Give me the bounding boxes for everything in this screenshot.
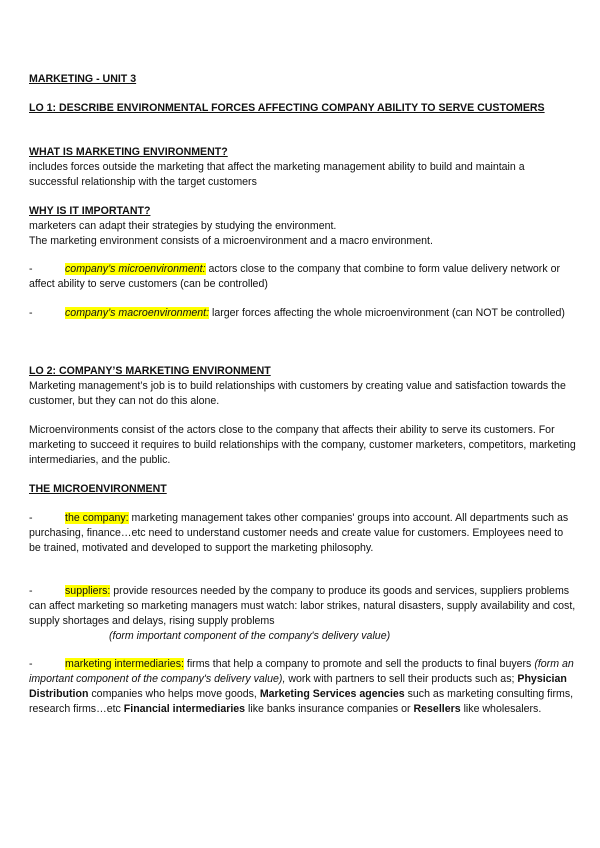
why-line-1: marketers can adapt their strategies by studying the environment. (29, 220, 337, 232)
financial-intermediaries: Financial intermediaries (123, 703, 246, 715)
why-heading: WHY IS IT IMPORTANT? (29, 205, 151, 217)
lo2-heading: LO 2: COMPANY’S MARKETING ENVIRONMENT (29, 365, 271, 377)
what-text: includes forces outside the marketing that affect the marketing management ability to build and maintain a successful relationship with the target customers (29, 161, 525, 188)
intermediaries-text-1: firms that help a company to promote and sell the products to final buyers (183, 658, 535, 670)
document-title: MARKETING - UNIT 3 (29, 73, 137, 85)
bullet-macroenvironment (29, 306, 577, 321)
why-line-2: The marketing environment consists of a microenvironment and a macro environment. (29, 235, 433, 247)
physician-distribution: Physician Distribution (29, 673, 567, 700)
intermediaries-text-4: such as marketing consulting firms, research firms…etc (29, 688, 574, 715)
bullet-dash: - (29, 263, 33, 275)
microenvironment-heading: THE MICROENVIRONMENT (29, 483, 167, 495)
macroenvironment-term: company’s macroenvironment: (65, 307, 210, 319)
bullet-dash: - (29, 512, 33, 524)
bullet-dash: - (29, 658, 33, 670)
suppliers-note: (form important component of the company's delivery value) (109, 630, 391, 642)
microenvironment-text: actors close to the company that combine to form value delivery network or affect ability to serve customers (can be controlled) (29, 263, 560, 290)
intermediaries-note: (form an important component of the company's delivery value), (29, 658, 574, 685)
company-term: the company: (65, 512, 129, 524)
what-heading: WHAT IS MARKETING ENVIRONMENT? (29, 146, 228, 158)
bullet-microenvironment (29, 262, 577, 292)
intermediaries-text-5: like banks insurance companies or (245, 703, 414, 715)
intermediaries-text-2: work with partners to sell their products such as; (285, 673, 518, 685)
macroenvironment-text: larger forces affecting the whole microenvironment (can NOT be controlled) (209, 307, 565, 319)
bullet-company (29, 511, 577, 556)
bullet-dash: - (29, 307, 33, 319)
suppliers-term: suppliers: (65, 585, 111, 597)
intermediaries-text-3: companies who helps move goods, (88, 688, 260, 700)
lo2-paragraph-1: Marketing management’s job is to build relationships with customers by creating value and satisfaction towards the customer, but they can not do this alone. (29, 380, 566, 407)
bullet-dash: - (29, 585, 33, 597)
resellers: Resellers (413, 703, 461, 715)
intermediaries-text-6: like wholesalers. (460, 703, 542, 715)
bullet-suppliers (29, 584, 577, 644)
marketing-services-agencies: Marketing Services agencies (259, 688, 405, 700)
intermediaries-term: marketing intermediaries: (65, 658, 184, 670)
lo1-heading: LO 1: DESCRIBE ENVIRONMENTAL FORCES AFFECTING COMPANY ABILITY TO SERVE CUSTOMERS (29, 102, 545, 114)
bullet-intermediaries (29, 657, 577, 717)
microenvironment-term: company’s microenvironment: (65, 263, 206, 275)
lo2-paragraph-2: Microenvironments consist of the actors close to the company that affects their ability to serve its customers. For marketing to succeed it requires to build relationships with the company, customer marketers, competitors, marketing intermediaries, and the public. (29, 424, 576, 466)
company-text: marketing management takes other companies' groups into account. All departments such as purchasing, finance…etc need to understand customer needs and create value for customers. Employees need to be trained, motivated and developed to support the marketing philosophy. (29, 512, 569, 554)
suppliers-text: provide resources needed by the company to produce its goods and services, suppliers problems can affect marketing so marketing managers must watch: labor strikes, natural disasters, supply availability and cost, supply shortages and delays, rising supply problems (29, 585, 576, 627)
